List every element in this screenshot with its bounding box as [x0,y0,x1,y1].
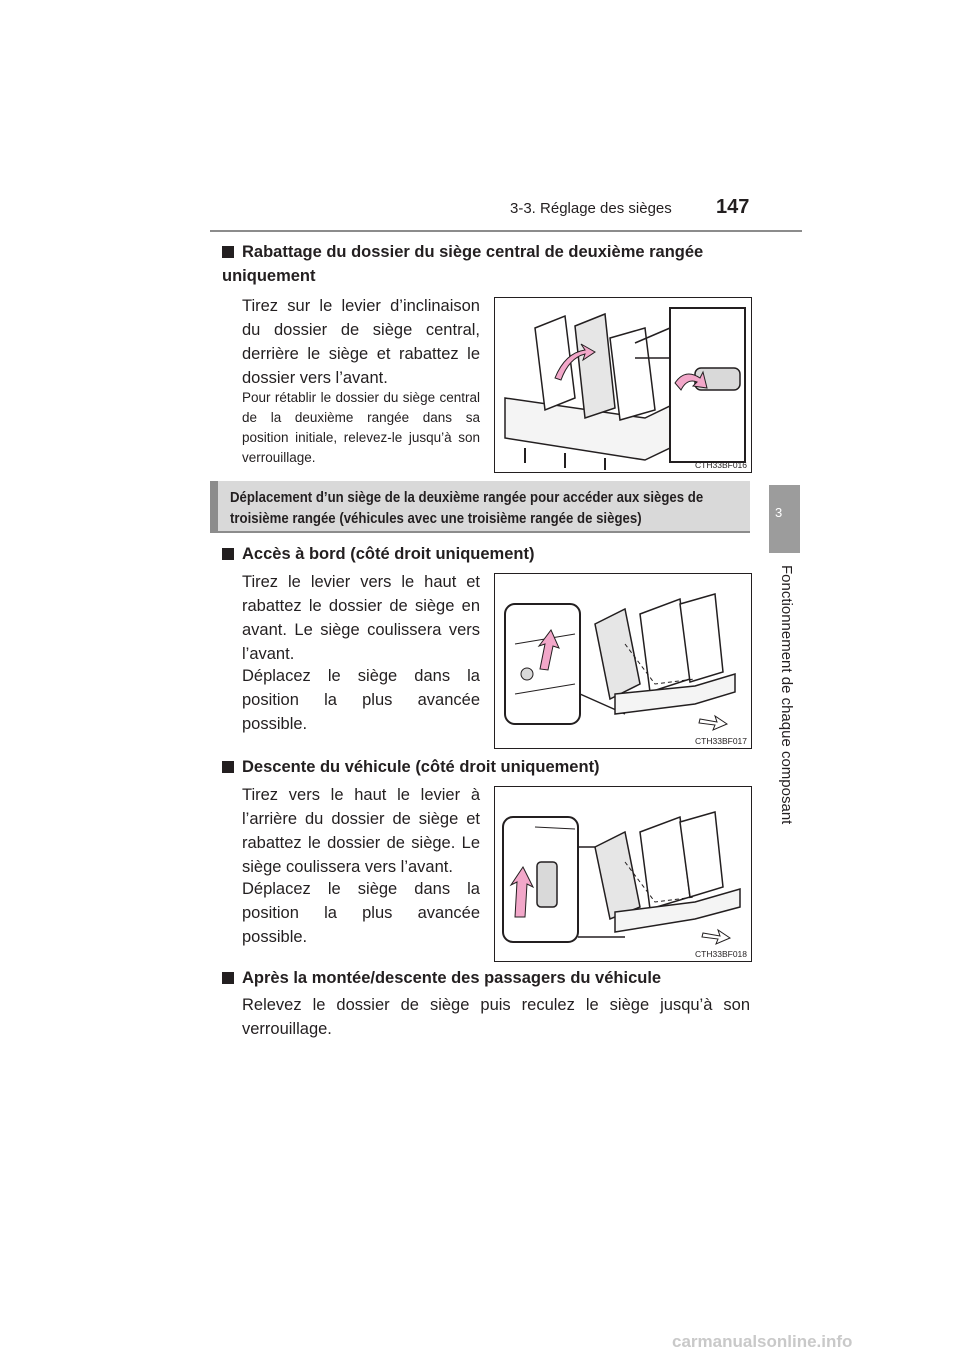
paragraph: Déplacez le siège dans la position la plus avancée possible. [242,667,480,733]
square-bullet-icon [222,761,234,773]
note-paragraph: Pour rétablir le dossier du siège central de la deuxième rangée dans sa position initiale, relevez-le jusqu’à son verrouillage. [242,390,480,465]
figure-code: CTH33BF016 [695,460,747,470]
paragraph: Tirez vers le haut le levier à l’arrière du dossier de siège et rabattez le dossier de siège. Le siège coulissera vers l’avant. [242,786,480,876]
square-bullet-icon [222,246,234,258]
chapter-tab [769,485,800,553]
heading-text: Rabattage du dossier du siège central de deuxième rangée uniquement [222,243,704,285]
chapter-number: 3 [775,505,783,520]
paragraph: Tirez sur le levier d’inclinaison du dossier de siège central, derrière le siège et rabattez le dossier vers l’avant. [242,297,480,387]
section-heading [222,240,750,288]
figure-exit-seat-slide [494,786,752,962]
figure-center-seatback-fold [494,297,752,473]
watermark-text: carmanualsonline.info [672,1332,853,1351]
banner-text: Déplacement d’un siège de la deuxième rangée pour accéder aux sièges de troisième rangée (véhicules avec une troisième rangée de sièges) [230,489,704,527]
heading-text: Accès à bord (côté droit uniquement) [242,545,535,563]
chapter-label-text: Fonctionnement de chaque composant [778,565,795,825]
section-title: 3-3. Réglage des sièges [510,200,672,217]
square-bullet-icon [222,972,234,984]
figure-code: CTH33BF017 [695,736,747,746]
figure-entry-seat-slide [494,573,752,749]
subsection-banner [210,481,750,533]
subsection-heading [222,542,750,566]
subsection-heading [222,966,750,990]
heading-text: Descente du véhicule (côté droit uniquement) [242,758,600,776]
page-number: 147 [716,196,750,218]
square-bullet-icon [222,548,234,560]
paragraph: Tirez le levier vers le haut et rabattez le dossier de siège en avant. Le siège coulissera vers l’avant. [242,573,480,663]
chapter-label [775,565,795,825]
paragraph: Relevez le dossier de siège puis reculez le siège jusqu’à son verrouillage. [242,996,750,1038]
subsection-heading [222,755,750,779]
heading-text: Après la montée/descente des passagers du véhicule [242,969,662,987]
header-divider [210,230,802,232]
paragraph: Déplacez le siège dans la position la plus avancée possible. [242,880,480,946]
figure-code: CTH33BF018 [695,949,747,959]
